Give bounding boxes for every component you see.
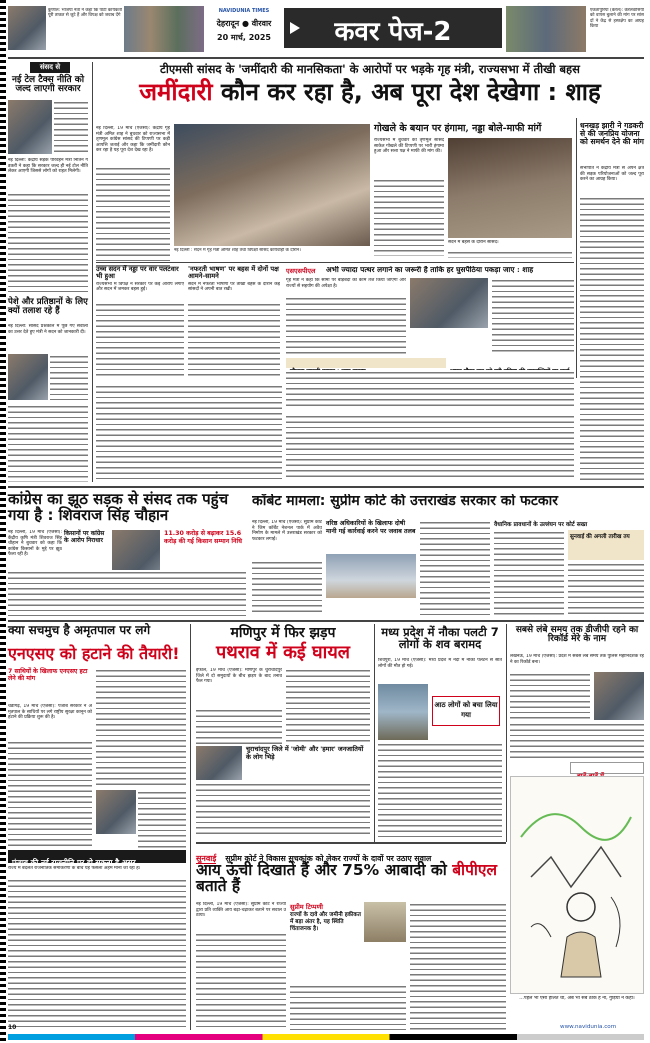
- gokhale-photo: [448, 138, 572, 238]
- nca-kicker: क्या सचमुच है अमृतपाल पर लगे: [8, 623, 151, 637]
- lead-photo: [174, 124, 370, 246]
- sc-headline-red: बीपीएल: [452, 861, 497, 879]
- nca-lines-2: [96, 668, 186, 788]
- corbett-body: नई दिल्ली, 19 मार्च (एजेंसी): सुप्रीम कोर्ट ने जिम कॉर्बेट नेशनल पार्क में अवैध निर्माण के मामले में उत्तराखंड सरकार को फटकार लगाई।: [252, 520, 322, 542]
- section-tag: संसद से: [30, 62, 70, 73]
- mid-story-1-head: उच्च सदन में नड्डा पर वार पलटवार भी हुआ: [96, 265, 179, 280]
- mid-story-2-body: सदन में नफरती भाषणों पर तीखी बहस के दौरान कई सांसदों ने अपनी बात रखी।: [188, 281, 280, 293]
- nca-lines-1: [8, 740, 92, 848]
- section-rule-2: [8, 620, 644, 622]
- sc-lines-2: [290, 984, 406, 1030]
- left-body-lines-2: [50, 354, 88, 400]
- strip-lines: [286, 370, 574, 410]
- dgp-lines-1: [510, 672, 590, 720]
- bengal-story: [286, 266, 574, 356]
- shivraj-sub: किसानों पर कांग्रेस के आरोप निराधार: [64, 530, 105, 544]
- mid-story-1-lines: [96, 302, 184, 378]
- bengal-body: गृह मंत्री ने कहा कि सीमा पर बाड़बंदी का काम तेज किया जाएगा और राज्यों से सहयोग की अपेक्षा है।: [286, 278, 406, 289]
- gokhale-body: राज्यसभा में बुधवार को तृणमूल सांसद साकेत गोखले की टिप्पणी पर भारी हंगामा हुआ और सत्ता पक्ष ने माफी की मांग की।: [374, 138, 444, 155]
- mp-divider: [374, 624, 375, 842]
- dgp-photo: [594, 672, 644, 720]
- corbett-photo: [326, 554, 416, 598]
- page-title: कवर पेज-2: [334, 17, 452, 47]
- manipur-headline-1: मणिपुर में फिर झड़प: [230, 625, 336, 641]
- far-right-lines: [580, 196, 644, 372]
- shivraj-body: नई दिल्ली, 19 मार्च (एजेंसी): केंद्रीय कृषि मंत्री शिवराज सिंह चौहान ने बुधवार को कहा कि कांग्रेस किसानों के मुद्दे पर झूठ फैला रही है।: [8, 530, 62, 558]
- dgp-headline: सबसे लंबे समय तक डीजीपी रहने का रिकॉर्ड मेरे के नाम: [515, 625, 639, 645]
- punjab-headline: पंजाब की नई राजनीति पर हो सकता है असर: [12, 858, 136, 867]
- masthead: [8, 6, 644, 56]
- lead-headline-rest: कौन कर रहा है, अब पूरा देश देखेगा : शाह: [212, 78, 601, 106]
- sc-quote: राज्यों के दावे और जमीनी हकीकत में बड़ा अंतर है, यह स्थिति चिंताजनक है।: [290, 912, 361, 932]
- corbett-lines-3: [494, 530, 564, 616]
- bengal-photo: [410, 278, 488, 328]
- manipur-sub: चुराचांदपुर जिले में 'जोमी' और 'हमार' जनजातियों के लोग भिड़े: [246, 745, 364, 761]
- bengal-lines: [286, 296, 406, 354]
- footer-page-no: 10: [8, 1024, 17, 1031]
- header-rule: [8, 57, 644, 59]
- strip-left: [286, 358, 446, 368]
- paper-name: NAVIDUNIA TIMES: [218, 8, 270, 14]
- mp-headline: मध्य प्रदेश में नौका पलटी 7 लोगों के शव बरामद: [381, 625, 499, 652]
- left-body-2: नई दिल्ली: सांसद प्रश्नकाल में पूछे गए सवालों का उत्तर देते हुए मंत्री ने सदन को जानकारी दी।: [8, 324, 88, 335]
- sc-lines-1: [196, 932, 286, 1030]
- city-day: देहरादून ● वीरवार: [216, 19, 272, 28]
- mid-story-1: [96, 266, 184, 382]
- sc-rule: [196, 842, 506, 844]
- corbett-lines-2: [420, 520, 490, 616]
- strip-right: [450, 358, 644, 368]
- manipur-headline-2: पथराव में कई घायल: [216, 642, 350, 663]
- mid-story-2-lines: [188, 302, 280, 378]
- gokhale-body-lines-2: [448, 250, 572, 258]
- corbett-lines-4: [568, 562, 644, 616]
- left-column: [8, 62, 88, 482]
- page-title-banner: [284, 8, 502, 48]
- dgp-body: लखनऊ, 19 मार्च (एजेंसी): प्रदेश में सबसे लंबे समय तक पुलिस महानिदेशक रहने का रिकॉर्ड बना।: [510, 654, 644, 665]
- lead-body-text: नई दिल्ली, 19 मार्च (एजेंसी): केंद्रीय गृह मंत्री अमित शाह ने बुधवार को राज्यसभा में तृणमूल कांग्रेस सांसद की टिप्पणी पर कड़ी आपत्ति जताई और कहा कि जमींदारी कौन कर रहा है यह पूरा देश देख रहा है।: [96, 126, 170, 154]
- manipur-lines-3: [196, 782, 370, 838]
- left-photo-2: [8, 354, 48, 400]
- mid-story-1-body: राज्यसभा में विपक्ष ने सरकार पर कई आरोप लगाए और सदन में जमकर बहस हुई।: [96, 281, 184, 293]
- left-body: [54, 100, 88, 154]
- header-left-blurb: कुणाल: भाजपा नेता ने कहा कि पार्टी कार्यकर्ता पूरी ताकत से जुटे हैं और विपक्ष को जवाब देंगे: [48, 8, 122, 19]
- lead-headline-red: जमींदारी: [139, 78, 213, 106]
- left-headline: नई टेल टैक्स नीति को जल्द लाएगी सरकार: [11, 75, 85, 95]
- shivraj-headline: कांग्रेस का झूठ सड़क से संसद तक पहुंच गया है : शिवराज सिंह चौहान: [8, 490, 229, 524]
- sc-quote-box: [290, 902, 406, 982]
- punjab-lines: [8, 878, 186, 1030]
- nca-body: चंडीगढ़, 19 मार्च (एजेंसी): पंजाब सरकार ने अमृतपाल के साथियों पर लगे राष्ट्रीय सुरक्षा कानून को हटाने की प्रक्रिया शुरू की है।: [8, 704, 92, 721]
- middle-col-divider: [190, 624, 191, 1030]
- corbett-lines-1: [252, 560, 322, 616]
- sc-kicker-row: [196, 846, 506, 863]
- corbett-sub2: वैधानिक प्रावधानों के उल्लंघन पर कोर्ट सख्त: [494, 522, 588, 528]
- punjab-body: राज्य में बदलते राजनीतिक समीकरणों के बीच यह फैसला अहम माना जा रहा है।: [8, 866, 141, 871]
- nca-headline: एनएसए को हटाने की तैयारी!: [8, 644, 180, 663]
- mid-lines-extra: [96, 384, 282, 480]
- left-headline-2: पेशे और प्रतिष्ठानों के लिए क्यों तलाश रहे हैं: [8, 297, 88, 316]
- mid-story-2: [188, 266, 280, 382]
- left-body-text: नई दिल्ली: केंद्रीय सड़क परिवहन मंत्री नितिन गडकरी ने कहा कि सरकार जल्द ही नई टोल नीति लेकर आएगी जिससे लोगों को राहत मिलेगी।: [8, 158, 88, 175]
- mp-lines: [378, 742, 502, 838]
- mid-rule: [96, 262, 574, 263]
- bengal-headline: अभी ज्यादा पत्थर लगाने का जरूरी है ताकि हर घुसपैठिया पकड़ा जाए : शाह: [326, 266, 534, 274]
- sc-headline: [196, 862, 506, 895]
- lead-body-lines: [96, 166, 170, 270]
- sc-body: नई दिल्ली, 19 मार्च (एजेंसी): सुप्रीम कोर्ट ने राज्यों द्वारा प्रति व्यक्ति आय बढ़ा-चढ़ाकर बताने पर सवाल उठाया।: [196, 902, 286, 919]
- nca-sub: 7 साथियों के खिलाफ एनएसए हटा लेने की मांग: [8, 668, 88, 683]
- shivraj-stat: 11.30 करोड़ से बढ़ाकर 15.6 करोड़ की गई किसान सम्मान निधि: [164, 530, 242, 545]
- kicker: टीएमसी सांसद के 'जमींदारी की मानसिकता' के आरोपों पर भड़के गृह मंत्री, राज्यसभा में तीखी बहस: [160, 62, 580, 76]
- manipur-lines-2: [286, 668, 370, 744]
- lead-headline: [96, 80, 644, 105]
- mp-photo: [378, 684, 428, 740]
- nca-lines-3: [138, 790, 186, 848]
- sc-lines-3: [410, 902, 506, 1030]
- left-body-lines-3: [8, 404, 88, 482]
- sc-headline-post: बताते हैं: [196, 877, 241, 896]
- cartoon-drawing: [511, 777, 643, 993]
- header-left-photo: [8, 6, 46, 50]
- header-right-strip: [506, 6, 586, 52]
- corbett-highlight: सुनवाई की अगली तारीख तय: [570, 534, 630, 540]
- far-right-body: सभापति ने केंद्रीय मंत्री से अपने क्षेत्र की सड़क परियोजनाओं को जल्द पूरा करने का आग्रह किया।: [580, 166, 644, 183]
- registration-bar-left: [0, 0, 6, 1043]
- punjab-bar: [8, 850, 186, 867]
- mp-body: शिवपुरी, 19 मार्च (एजेंसी): मध्य प्रदेश में नदी में नौका पलटने से सात लोगों की मौत हो गई।: [378, 658, 502, 669]
- bengal-tag: एसएसपीएल: [286, 267, 316, 275]
- gokhale-body-lines: [374, 178, 444, 256]
- corbett-headline: कॉर्बेट मामला: सुप्रीम कोर्ट की उत्तराखंड सरकार को फटकार: [252, 494, 559, 509]
- corbett-sub: वरिष्ठ अधिकारियों के खिलाफ दोषी मानी गई कार्रवाई करने पर जवाब तलब: [326, 520, 416, 535]
- manipur-photo: [196, 746, 242, 780]
- cartoon-label-box: [570, 762, 644, 774]
- gokhale-photo-caption: सदन में बहस के दौरान सांसद।: [448, 240, 499, 245]
- far-right-lines-2: [580, 374, 644, 480]
- sc-kicker: सुप्रीम कोर्ट ने विकास सूचकांक को लेकर राज्यों के दावों पर उठाए सवाल: [225, 854, 432, 863]
- bengal-lines-3: [286, 414, 574, 480]
- color-bar-footer: [8, 1034, 644, 1040]
- bengal-lines-2: [492, 278, 574, 354]
- mid-story-2-head: 'नफरती भाषण' पर बहस में दोनों पक्ष आमने-सामने: [188, 265, 279, 280]
- gokhale-headline: गोखले के बयान पर हंगामा, नड्डा बोले-माफी मांगें: [374, 123, 542, 134]
- footer-url[interactable]: www.navidunia.com: [560, 1024, 617, 1030]
- mp-badge-text: आठ लोगों को बचा लिया गया: [434, 701, 498, 719]
- corbett-highlight-box: [568, 530, 644, 560]
- dgp-divider: [506, 624, 507, 842]
- nca-photo: [96, 790, 136, 834]
- sc-tag: सुनवाई: [196, 854, 217, 863]
- far-right-divider: [576, 118, 577, 378]
- left-body-lines: [8, 192, 88, 292]
- lead-photo-caption: नई दिल्ली : सदन में गृह मंत्री अमित शाह तथा विपक्षी सांसद कार्यवाही के दौरान।: [174, 248, 301, 253]
- issue-date: 20 मार्च, 2025: [217, 33, 271, 42]
- manipur-body: इंफाल, 19 मार्च (एजेंसी): मणिपुर के चुराचांदपुर जिले में दो समुदायों के बीच झड़प के बाद तनाव फैल गया।: [196, 668, 282, 685]
- header-strip-photos: [124, 6, 204, 52]
- sc-headline-pre: आय ऊंची दिखाते हैं और 75% आबादी को: [196, 861, 453, 879]
- cartoon-caption: ...पहले भी ऐसी हालत थी, अब भी सब ठीक है ना, गुड़िया ने कहा।: [519, 996, 635, 1001]
- sc-quote-label: सुप्रीम टिप्पणी: [290, 903, 323, 911]
- left-col-divider: [92, 62, 93, 482]
- dgp-lines-2: [510, 722, 644, 760]
- section-rule-1: [8, 486, 644, 488]
- cartoon-image: [510, 776, 644, 994]
- header-right-blurb: एकतापुरिया (केरल): केरलवासियों को वापस बुलाने की मांग पर सांसदों ने केंद्र से हस्तक्षेप का आग्रह किया: [590, 8, 644, 29]
- sc-quote-photo: [364, 902, 406, 942]
- left-photo-gadkari: [8, 100, 52, 154]
- manipur-lines-1: [196, 708, 282, 744]
- shivraj-lines: [8, 570, 246, 616]
- far-right-headline: धनखड़ झारी ने गडकरी से की जनप्रिय योजना को समर्थन देने की मांग: [580, 121, 644, 146]
- mp-badge: [432, 696, 500, 726]
